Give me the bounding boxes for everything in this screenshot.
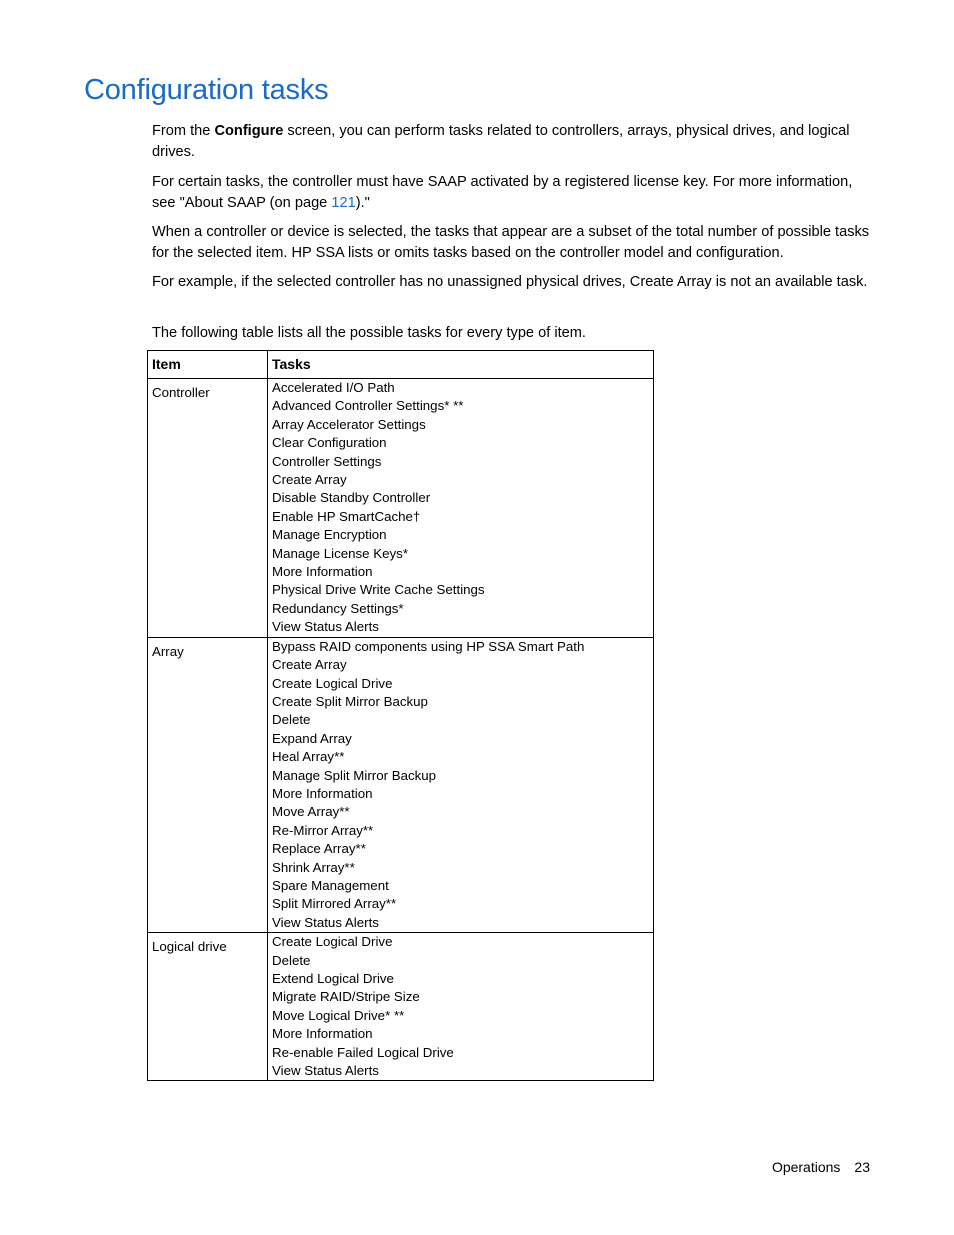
task-item: Controller Settings	[272, 453, 382, 469]
task-item: Manage Split Mirror Backup	[272, 767, 437, 783]
task-item: Extend Logical Drive	[272, 971, 394, 986]
page-footer	[772, 1159, 870, 1175]
footer-section: Operations	[771, 1159, 841, 1175]
task-item: Enable HP SmartCache†	[272, 508, 421, 524]
task-item: Shrink Array**	[272, 859, 355, 875]
table-row	[148, 933, 654, 1081]
intro-text-end: screen, you can perform tasks related to controllers, arrays, physical drives, and logical drives.	[152, 123, 850, 160]
saap-text-end: )."	[355, 194, 370, 211]
task-item: Delete	[272, 952, 311, 968]
task-item: Disable Standby Controller	[272, 490, 431, 506]
task-item: Create Logical Drive	[272, 934, 393, 950]
task-item: Bypass RAID components using HP SSA Smart Path	[272, 638, 585, 654]
task-item: Move Logical Drive* **	[272, 1007, 405, 1023]
table-header-row	[148, 351, 654, 379]
task-item: Move Array**	[272, 804, 350, 820]
task-item: View Status Alerts	[272, 619, 379, 635]
task-item: Manage License Keys*	[272, 545, 409, 561]
intro-text-start: From the	[152, 123, 215, 139]
table-row	[148, 637, 654, 933]
task-item: Create Array	[272, 657, 347, 673]
task-item: Physical Drive Write Cache Settings	[272, 582, 485, 598]
task-item: Delete	[272, 712, 311, 728]
header-tasks: Tasks	[268, 351, 654, 379]
task-item: Create Split Mirror Backup	[272, 693, 428, 709]
paragraph-table-intro: The following table lists all the possible tasks for every type of item.	[152, 325, 586, 341]
tasks-cell	[268, 637, 654, 933]
tasks-cell	[268, 933, 654, 1081]
task-item: More Information	[272, 785, 373, 801]
tasks-table	[147, 350, 654, 1081]
task-item: Replace Array**	[272, 841, 366, 857]
table-row	[148, 379, 654, 638]
task-item: Array Accelerator Settings	[272, 416, 426, 432]
item-cell: Controller	[148, 379, 268, 638]
task-item: Heal Array**	[272, 749, 345, 765]
task-item: Migrate RAID/Stripe Size	[272, 989, 420, 1005]
task-item: View Status Alerts	[272, 1063, 379, 1079]
task-item: View Status Alerts	[272, 914, 379, 930]
tasks-cell	[268, 379, 654, 638]
task-item: Re-enable Failed Logical Drive	[272, 1044, 454, 1060]
task-item: Accelerated I/O Path	[272, 380, 395, 395]
task-item: Create Array	[272, 472, 347, 488]
table-body	[148, 379, 654, 1081]
task-item: Clear Configuration	[272, 435, 387, 451]
paragraph-example: For example, if the selected controller has no unassigned physical drives, Create Array is not an available task.	[152, 274, 868, 290]
task-item: Manage Encryption	[272, 527, 387, 543]
task-item: Re-Mirror Array**	[272, 822, 374, 838]
paragraph-saap	[152, 172, 870, 213]
task-item: Redundancy Settings*	[272, 600, 404, 616]
page-title: Configuration tasks	[84, 74, 329, 106]
task-item: Split Mirrored Array**	[272, 896, 397, 912]
task-item: More Information	[272, 1026, 373, 1042]
header-item: Item	[148, 351, 268, 379]
item-cell: Logical drive	[148, 933, 268, 1081]
task-item: Spare Management	[272, 877, 389, 893]
page-reference-link[interactable]: 121	[331, 194, 356, 211]
task-item: Advanced Controller Settings* **	[272, 398, 464, 414]
configure-term: Configure	[214, 123, 284, 139]
footer-page-number: 23	[854, 1159, 870, 1175]
paragraph-subset: When a controller or device is selected, the tasks that appear are a subset of the total number of possible tasks for the selected item. HP SSA lists or omits tasks based on the controller model and configuration.	[152, 224, 870, 261]
item-cell: Array	[148, 637, 268, 933]
saap-text-start: For certain tasks, the controller must have SAAP activated by a registered license key. For more information, see "About SAAP (on page	[152, 174, 853, 211]
task-item: Create Logical Drive	[272, 675, 393, 691]
task-item: More Information	[272, 564, 373, 580]
task-item: Expand Array	[272, 730, 352, 746]
paragraph-intro	[152, 121, 870, 162]
